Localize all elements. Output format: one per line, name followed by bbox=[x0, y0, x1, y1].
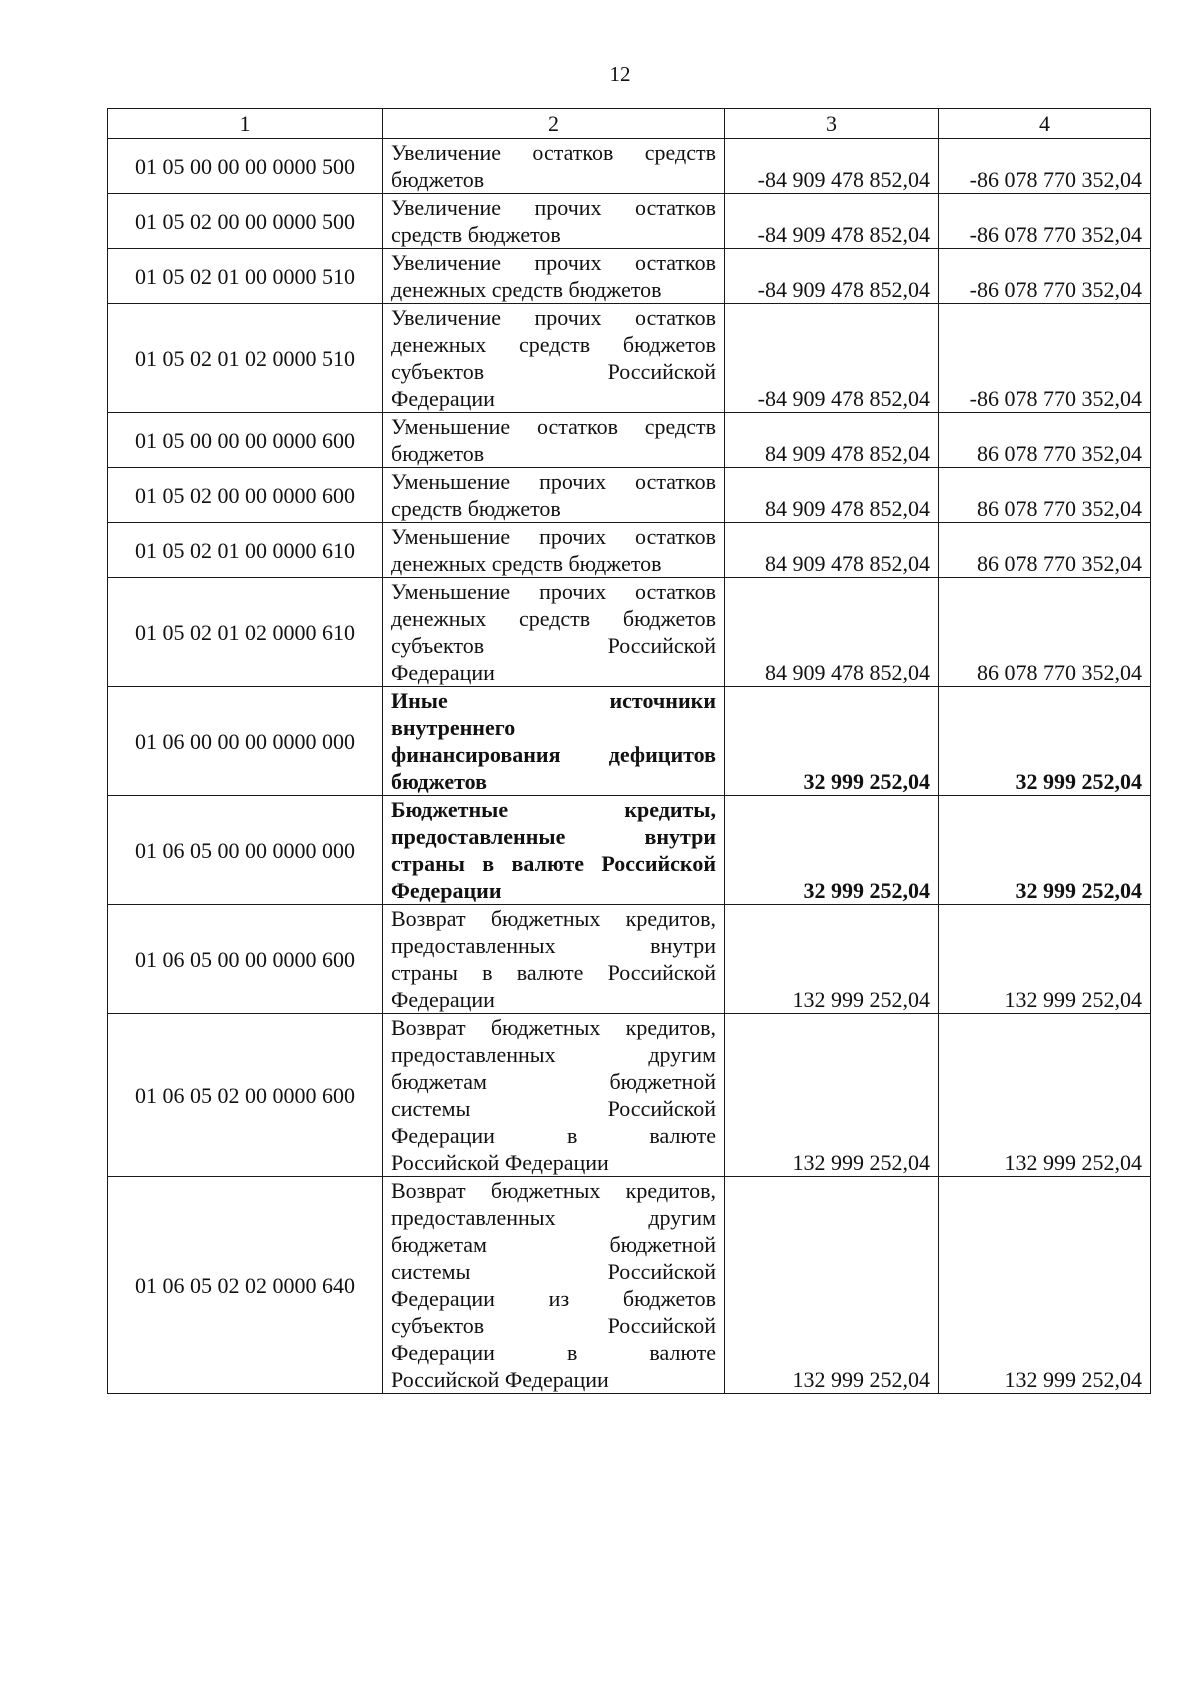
source-description bbox=[383, 468, 725, 523]
table-row bbox=[108, 194, 1151, 249]
amount-col-4: -86 078 770 352,04 bbox=[939, 304, 1151, 413]
amount-col-4: 132 999 252,04 bbox=[939, 1177, 1151, 1394]
description-line: Иные источники bbox=[391, 688, 716, 713]
description-line: Увеличение прочих остатков bbox=[391, 195, 716, 220]
description-line: предоставленных другим bbox=[391, 1205, 716, 1230]
amount-col-4: 132 999 252,04 bbox=[939, 905, 1151, 1014]
source-description bbox=[383, 1014, 725, 1177]
description-line: страны в валюте Российской bbox=[391, 851, 716, 876]
table-row bbox=[108, 796, 1151, 905]
description-line: Федерации bbox=[391, 878, 502, 903]
amount-col-4: 86 078 770 352,04 bbox=[939, 468, 1151, 523]
amount-col-4: -86 078 770 352,04 bbox=[939, 139, 1151, 194]
description-line: системы Российской bbox=[391, 1259, 716, 1284]
description-line: страны в валюте Российской bbox=[391, 960, 716, 985]
table-row bbox=[108, 578, 1151, 687]
description-line: Увеличение прочих остатков bbox=[391, 250, 716, 275]
amount-col-3: 84 909 478 852,04 bbox=[725, 468, 939, 523]
amount-col-3: -84 909 478 852,04 bbox=[725, 139, 939, 194]
budget-code: 01 06 05 02 00 0000 600 bbox=[108, 1014, 383, 1177]
description-line: предоставленные внутри bbox=[391, 824, 716, 849]
source-description bbox=[383, 139, 725, 194]
description-line: бюджетам бюджетной bbox=[391, 1069, 716, 1094]
header-col-4: 4 bbox=[939, 109, 1151, 139]
budget-code: 01 05 02 01 02 0000 510 bbox=[108, 304, 383, 413]
source-description bbox=[383, 905, 725, 1014]
source-description bbox=[383, 304, 725, 413]
table-row bbox=[108, 1177, 1151, 1394]
description-line: финансирования дефицитов bbox=[391, 742, 716, 767]
description-line: Уменьшение прочих остатков bbox=[391, 579, 716, 604]
source-description bbox=[383, 687, 725, 796]
description-line: субъектов Российской bbox=[391, 1313, 716, 1338]
source-description bbox=[383, 413, 725, 468]
description-line: Увеличение остатков средств bbox=[391, 140, 716, 165]
description-line: денежных средств бюджетов bbox=[391, 332, 716, 357]
description-line: Федерации из бюджетов bbox=[391, 1286, 716, 1311]
amount-col-4: -86 078 770 352,04 bbox=[939, 194, 1151, 249]
source-description bbox=[383, 796, 725, 905]
table-row bbox=[108, 304, 1151, 413]
description-line: денежных средств бюджетов bbox=[391, 551, 662, 576]
description-line: средств бюджетов bbox=[391, 222, 561, 247]
description-line: бюджетам бюджетной bbox=[391, 1232, 716, 1257]
header-col-2: 2 bbox=[383, 109, 725, 139]
description-line: Федерации bbox=[391, 987, 495, 1012]
description-line: бюджетов bbox=[391, 167, 485, 192]
source-description bbox=[383, 578, 725, 687]
amount-col-3: -84 909 478 852,04 bbox=[725, 304, 939, 413]
header-col-1: 1 bbox=[108, 109, 383, 139]
amount-col-3: 84 909 478 852,04 bbox=[725, 413, 939, 468]
header-row bbox=[108, 109, 1151, 139]
source-description bbox=[383, 194, 725, 249]
amount-col-3: 32 999 252,04 bbox=[725, 687, 939, 796]
description-line: Уменьшение прочих остатков bbox=[391, 469, 716, 494]
amount-col-4: 32 999 252,04 bbox=[939, 687, 1151, 796]
description-line: системы Российской bbox=[391, 1096, 716, 1121]
budget-code: 01 05 02 01 02 0000 610 bbox=[108, 578, 383, 687]
table-row bbox=[108, 468, 1151, 523]
budget-code: 01 05 00 00 00 0000 500 bbox=[108, 139, 383, 194]
description-line: Российской Федерации bbox=[391, 1367, 609, 1392]
amount-col-3: 132 999 252,04 bbox=[725, 1177, 939, 1394]
amount-col-4: 32 999 252,04 bbox=[939, 796, 1151, 905]
amount-col-3: 132 999 252,04 bbox=[725, 905, 939, 1014]
description-line: денежных средств бюджетов bbox=[391, 277, 662, 302]
description-line: Российской Федерации bbox=[391, 1150, 609, 1175]
description-line: денежных средств бюджетов bbox=[391, 606, 716, 631]
amount-col-4: -86 078 770 352,04 bbox=[939, 249, 1151, 304]
budget-code: 01 06 05 00 00 0000 600 bbox=[108, 905, 383, 1014]
table-row bbox=[108, 905, 1151, 1014]
amount-col-3: 84 909 478 852,04 bbox=[725, 578, 939, 687]
description-line: Возврат бюджетных кредитов, bbox=[391, 1015, 716, 1040]
amount-col-3: 84 909 478 852,04 bbox=[725, 523, 939, 578]
description-line: Федерации bbox=[391, 386, 495, 411]
budget-code: 01 06 05 00 00 0000 000 bbox=[108, 796, 383, 905]
budget-code: 01 06 05 02 02 0000 640 bbox=[108, 1177, 383, 1394]
page-number: 12 bbox=[609, 62, 631, 86]
description-line: бюджетов bbox=[391, 441, 485, 466]
header-col-3: 3 bbox=[725, 109, 939, 139]
description-line: Уменьшение прочих остатков bbox=[391, 524, 716, 549]
description-line: предоставленных внутри bbox=[391, 933, 716, 958]
description-line: Федерации bbox=[391, 660, 495, 685]
budget-code: 01 06 00 00 00 0000 000 bbox=[108, 687, 383, 796]
description-line: внутреннего bbox=[391, 715, 516, 740]
description-line: Федерации в валюте bbox=[391, 1340, 716, 1365]
table-row bbox=[108, 1014, 1151, 1177]
amount-col-4: 132 999 252,04 bbox=[939, 1014, 1151, 1177]
budget-code: 01 05 02 01 00 0000 610 bbox=[108, 523, 383, 578]
budget-code: 01 05 02 00 00 0000 500 bbox=[108, 194, 383, 249]
description-line: Возврат бюджетных кредитов, bbox=[391, 1178, 716, 1203]
source-description bbox=[383, 1177, 725, 1394]
amount-col-3: 32 999 252,04 bbox=[725, 796, 939, 905]
source-description bbox=[383, 249, 725, 304]
description-line: субъектов Российской bbox=[391, 633, 716, 658]
table-row bbox=[108, 687, 1151, 796]
table-row bbox=[108, 523, 1151, 578]
budget-code: 01 05 02 00 00 0000 600 bbox=[108, 468, 383, 523]
amount-col-4: 86 078 770 352,04 bbox=[939, 523, 1151, 578]
description-line: Уменьшение остатков средств bbox=[391, 414, 716, 439]
amount-col-4: 86 078 770 352,04 bbox=[939, 413, 1151, 468]
description-line: Увеличение прочих остатков bbox=[391, 305, 716, 330]
description-line: средств бюджетов bbox=[391, 496, 561, 521]
budget-sources-table bbox=[107, 108, 1151, 1394]
budget-code: 01 05 00 00 00 0000 600 bbox=[108, 413, 383, 468]
description-line: предоставленных другим bbox=[391, 1042, 716, 1067]
amount-col-4: 86 078 770 352,04 bbox=[939, 578, 1151, 687]
table-row bbox=[108, 139, 1151, 194]
description-line: Возврат бюджетных кредитов, bbox=[391, 906, 716, 931]
amount-col-3: 132 999 252,04 bbox=[725, 1014, 939, 1177]
description-line: Федерации в валюте bbox=[391, 1123, 716, 1148]
description-line: субъектов Российской bbox=[391, 359, 716, 384]
amount-col-3: -84 909 478 852,04 bbox=[725, 249, 939, 304]
table-row bbox=[108, 249, 1151, 304]
table-body bbox=[108, 139, 1151, 1394]
description-line: Бюджетные кредиты, bbox=[391, 797, 716, 822]
source-description bbox=[383, 523, 725, 578]
budget-code: 01 05 02 01 00 0000 510 bbox=[108, 249, 383, 304]
table-row bbox=[108, 413, 1151, 468]
amount-col-3: -84 909 478 852,04 bbox=[725, 194, 939, 249]
description-line: бюджетов bbox=[391, 769, 487, 794]
